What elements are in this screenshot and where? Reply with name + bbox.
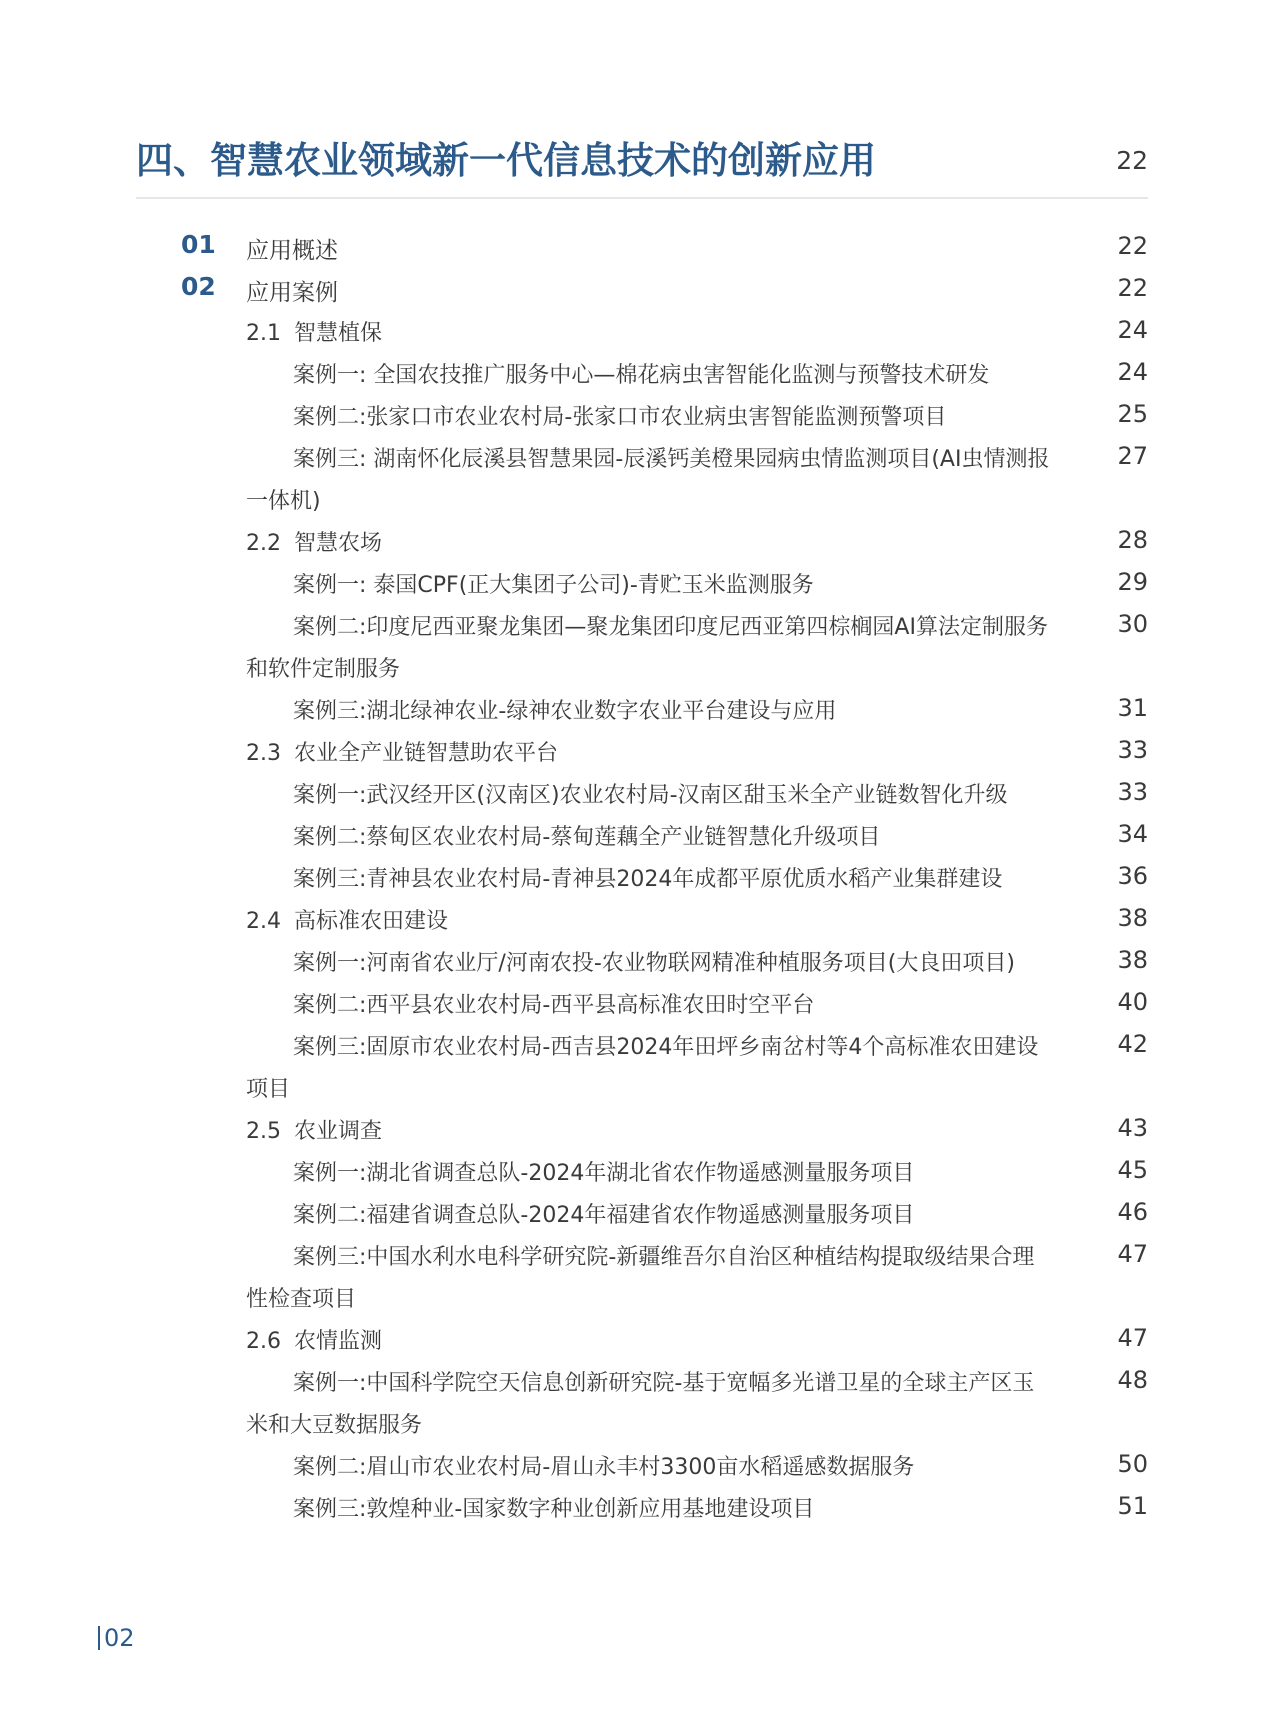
toc-page-number: 29 bbox=[1117, 568, 1148, 596]
toc-entry-title bbox=[246, 526, 382, 557]
toc-page-number: 27 bbox=[1117, 442, 1148, 470]
toc-entry[interactable] bbox=[0, 268, 1276, 308]
toc-entry-title: 案例二:眉山市农业农村局-眉山永丰村3300亩水稻遥感数据服务 bbox=[293, 1455, 915, 1480]
toc-entry[interactable] bbox=[0, 310, 1276, 350]
toc-page-number: 38 bbox=[1117, 904, 1148, 932]
toc-page-number: 33 bbox=[1117, 736, 1148, 764]
footer-page-label: 02 bbox=[104, 1624, 135, 1652]
toc-page-number: 42 bbox=[1117, 1030, 1148, 1058]
toc-entry-title: 案例三:中国水利水电科学研究院-新疆维吾尔自治区种植结构提取级结果合理 bbox=[293, 1245, 1035, 1270]
toc-entry-title bbox=[246, 1114, 382, 1145]
divider bbox=[136, 197, 1148, 199]
toc-entry-title: 案例二:西平县农业农村局-西平县高标准农田时空平台 bbox=[293, 993, 815, 1018]
toc-page-number: 25 bbox=[1117, 400, 1148, 428]
toc-subsection-number: 2.6 bbox=[246, 1329, 281, 1354]
toc-subsection-number: 2.4 bbox=[246, 909, 281, 934]
toc-subsection-number: 2.2 bbox=[246, 531, 281, 556]
toc-page-number: 48 bbox=[1117, 1366, 1148, 1394]
toc-page-number: 24 bbox=[1117, 316, 1148, 344]
toc-page-number: 51 bbox=[1117, 1492, 1148, 1520]
toc-entry-title: 案例三:青神县农业农村局-青神县2024年成都平原优质水稻产业集群建设 bbox=[293, 867, 1003, 892]
toc-page-number: 22 bbox=[1117, 232, 1148, 260]
toc-entry[interactable] bbox=[0, 688, 1276, 728]
toc-entry-title: 项目 bbox=[246, 1077, 291, 1102]
toc-page-number: 45 bbox=[1117, 1156, 1148, 1184]
toc-entry-title: 性检查项目 bbox=[246, 1287, 357, 1312]
toc-page-number: 34 bbox=[1117, 820, 1148, 848]
toc-entry[interactable] bbox=[0, 478, 1276, 518]
toc-entry[interactable] bbox=[0, 352, 1276, 392]
toc-entry[interactable] bbox=[0, 1486, 1276, 1526]
toc-entry[interactable] bbox=[0, 1192, 1276, 1232]
toc-entry[interactable] bbox=[0, 940, 1276, 980]
toc-entry[interactable] bbox=[0, 1276, 1276, 1316]
toc-entry-title bbox=[246, 904, 448, 935]
toc-subsection-label: 智慧植保 bbox=[294, 321, 383, 346]
toc-entry-title: 案例三:敦煌种业-国家数字种业创新应用基地建设项目 bbox=[293, 1497, 815, 1522]
toc-page-number: 40 bbox=[1117, 988, 1148, 1016]
toc-entry[interactable] bbox=[0, 856, 1276, 896]
toc-entry[interactable] bbox=[0, 814, 1276, 854]
toc-entry[interactable] bbox=[0, 1150, 1276, 1190]
toc-subsection-number: 2.3 bbox=[246, 741, 281, 766]
toc-entry-title: 案例一:中国科学院空天信息创新研究院-基于宽幅多光谱卫星的全球主产区玉 bbox=[293, 1371, 1035, 1396]
toc-entry-title: 应用案例 bbox=[246, 280, 338, 306]
toc-entry-title: 案例一: 泰国CPF(正大集团子公司)-青贮玉米监测服务 bbox=[293, 573, 814, 598]
toc-entry-title: 米和大豆数据服务 bbox=[246, 1413, 423, 1438]
toc-page-number: 47 bbox=[1117, 1324, 1148, 1352]
toc-entry[interactable] bbox=[0, 1024, 1276, 1064]
toc-page-number: 33 bbox=[1117, 778, 1148, 806]
toc-entry-title: 案例一:湖北省调查总队-2024年湖北省农作物遥感测量服务项目 bbox=[293, 1161, 915, 1186]
toc-entry[interactable] bbox=[0, 1444, 1276, 1484]
toc-subsection-number: 2.5 bbox=[246, 1119, 281, 1144]
toc-entry-title: 案例三:湖北绿神农业-绿神农业数字农业平台建设与应用 bbox=[293, 699, 837, 724]
toc-subsection-label: 智慧农场 bbox=[294, 531, 383, 556]
toc-page-number: 28 bbox=[1117, 526, 1148, 554]
toc-page-number: 46 bbox=[1117, 1198, 1148, 1226]
toc-entry[interactable] bbox=[0, 1360, 1276, 1400]
toc-entry[interactable] bbox=[0, 772, 1276, 812]
toc-entry[interactable] bbox=[0, 982, 1276, 1022]
toc-entry[interactable] bbox=[0, 1234, 1276, 1274]
toc-entry[interactable] bbox=[0, 604, 1276, 644]
toc-entry[interactable] bbox=[0, 898, 1276, 938]
toc-subsection-label: 高标准农田建设 bbox=[294, 909, 449, 934]
toc-entry-title: 案例一:河南省农业厅/河南农投-农业物联网精准种植服务项目(大良田项目) bbox=[293, 951, 1015, 976]
toc-page-number: 47 bbox=[1117, 1240, 1148, 1268]
toc-section-number: 01 bbox=[181, 230, 216, 259]
toc-subsection-label: 农业调查 bbox=[294, 1119, 383, 1144]
toc-entry[interactable] bbox=[0, 436, 1276, 476]
toc-entry-title: 一体机) bbox=[246, 489, 321, 514]
toc-entry-title bbox=[246, 316, 382, 347]
toc-entry-title: 案例二:蔡甸区农业农村局-蔡甸莲藕全产业链智慧化升级项目 bbox=[293, 825, 881, 850]
toc-entry[interactable] bbox=[0, 1318, 1276, 1358]
toc-entry[interactable] bbox=[0, 646, 1276, 686]
toc-page-number: 50 bbox=[1117, 1450, 1148, 1478]
toc-section-number: 02 bbox=[181, 272, 216, 301]
toc-entry-title bbox=[246, 1324, 382, 1355]
toc-entry-title: 案例三: 湖南怀化辰溪县智慧果园-辰溪钙美橙果园病虫情监测项目(AI虫情测报 bbox=[293, 447, 1050, 472]
toc-entry-title: 案例二:印度尼西亚聚龙集团—聚龙集团印度尼西亚第四棕榈园AI算法定制服务 bbox=[293, 615, 1048, 640]
toc-page-number: 30 bbox=[1117, 610, 1148, 638]
toc-entry[interactable] bbox=[0, 1066, 1276, 1106]
toc-page-number: 38 bbox=[1117, 946, 1148, 974]
footer-bar-decoration bbox=[98, 1626, 100, 1650]
footer-page-number bbox=[98, 1624, 135, 1652]
toc-subsection-label: 农业全产业链智慧助农平台 bbox=[294, 741, 559, 766]
toc-entry[interactable] bbox=[0, 562, 1276, 602]
toc-entry-title: 案例二:福建省调查总队-2024年福建省农作物遥感测量服务项目 bbox=[293, 1203, 915, 1228]
toc-entry-title: 案例一: 全国农技推广服务中心—棉花病虫害智能化监测与预警技术研发 bbox=[293, 363, 990, 388]
chapter-title: 四、智慧农业领域新一代信息技术的创新应用 bbox=[136, 139, 876, 182]
toc-page-number: 24 bbox=[1117, 358, 1148, 386]
toc-entry-title: 和软件定制服务 bbox=[246, 657, 401, 682]
toc-entry[interactable] bbox=[0, 226, 1276, 266]
toc-entry-title: 应用概述 bbox=[246, 238, 338, 264]
toc-entry[interactable] bbox=[0, 1402, 1276, 1442]
toc-entry-title: 案例一:武汉经开区(汉南区)农业农村局-汉南区甜玉米全产业链数智化升级 bbox=[293, 783, 1008, 808]
toc-subsection-label: 农情监测 bbox=[294, 1329, 383, 1354]
toc-page-number: 31 bbox=[1117, 694, 1148, 722]
toc-entry[interactable] bbox=[0, 1108, 1276, 1148]
toc-entry-title: 案例三:固原市农业农村局-西吉县2024年田坪乡南岔村等4个高标准农田建设 bbox=[293, 1035, 1039, 1060]
toc-page-number: 22 bbox=[1117, 274, 1148, 302]
toc-entry-title bbox=[246, 736, 558, 767]
toc-entry-title: 案例二:张家口市农业农村局-张家口市农业病虫害智能监测预警项目 bbox=[293, 405, 947, 430]
toc-subsection-number: 2.1 bbox=[246, 321, 281, 346]
toc-entry[interactable] bbox=[0, 730, 1276, 770]
toc-page-number: 43 bbox=[1117, 1114, 1148, 1142]
toc-entry[interactable] bbox=[0, 394, 1276, 434]
toc-page-number: 36 bbox=[1117, 862, 1148, 890]
toc-entry[interactable] bbox=[0, 520, 1276, 560]
chapter-page-number: 22 bbox=[1116, 146, 1148, 175]
